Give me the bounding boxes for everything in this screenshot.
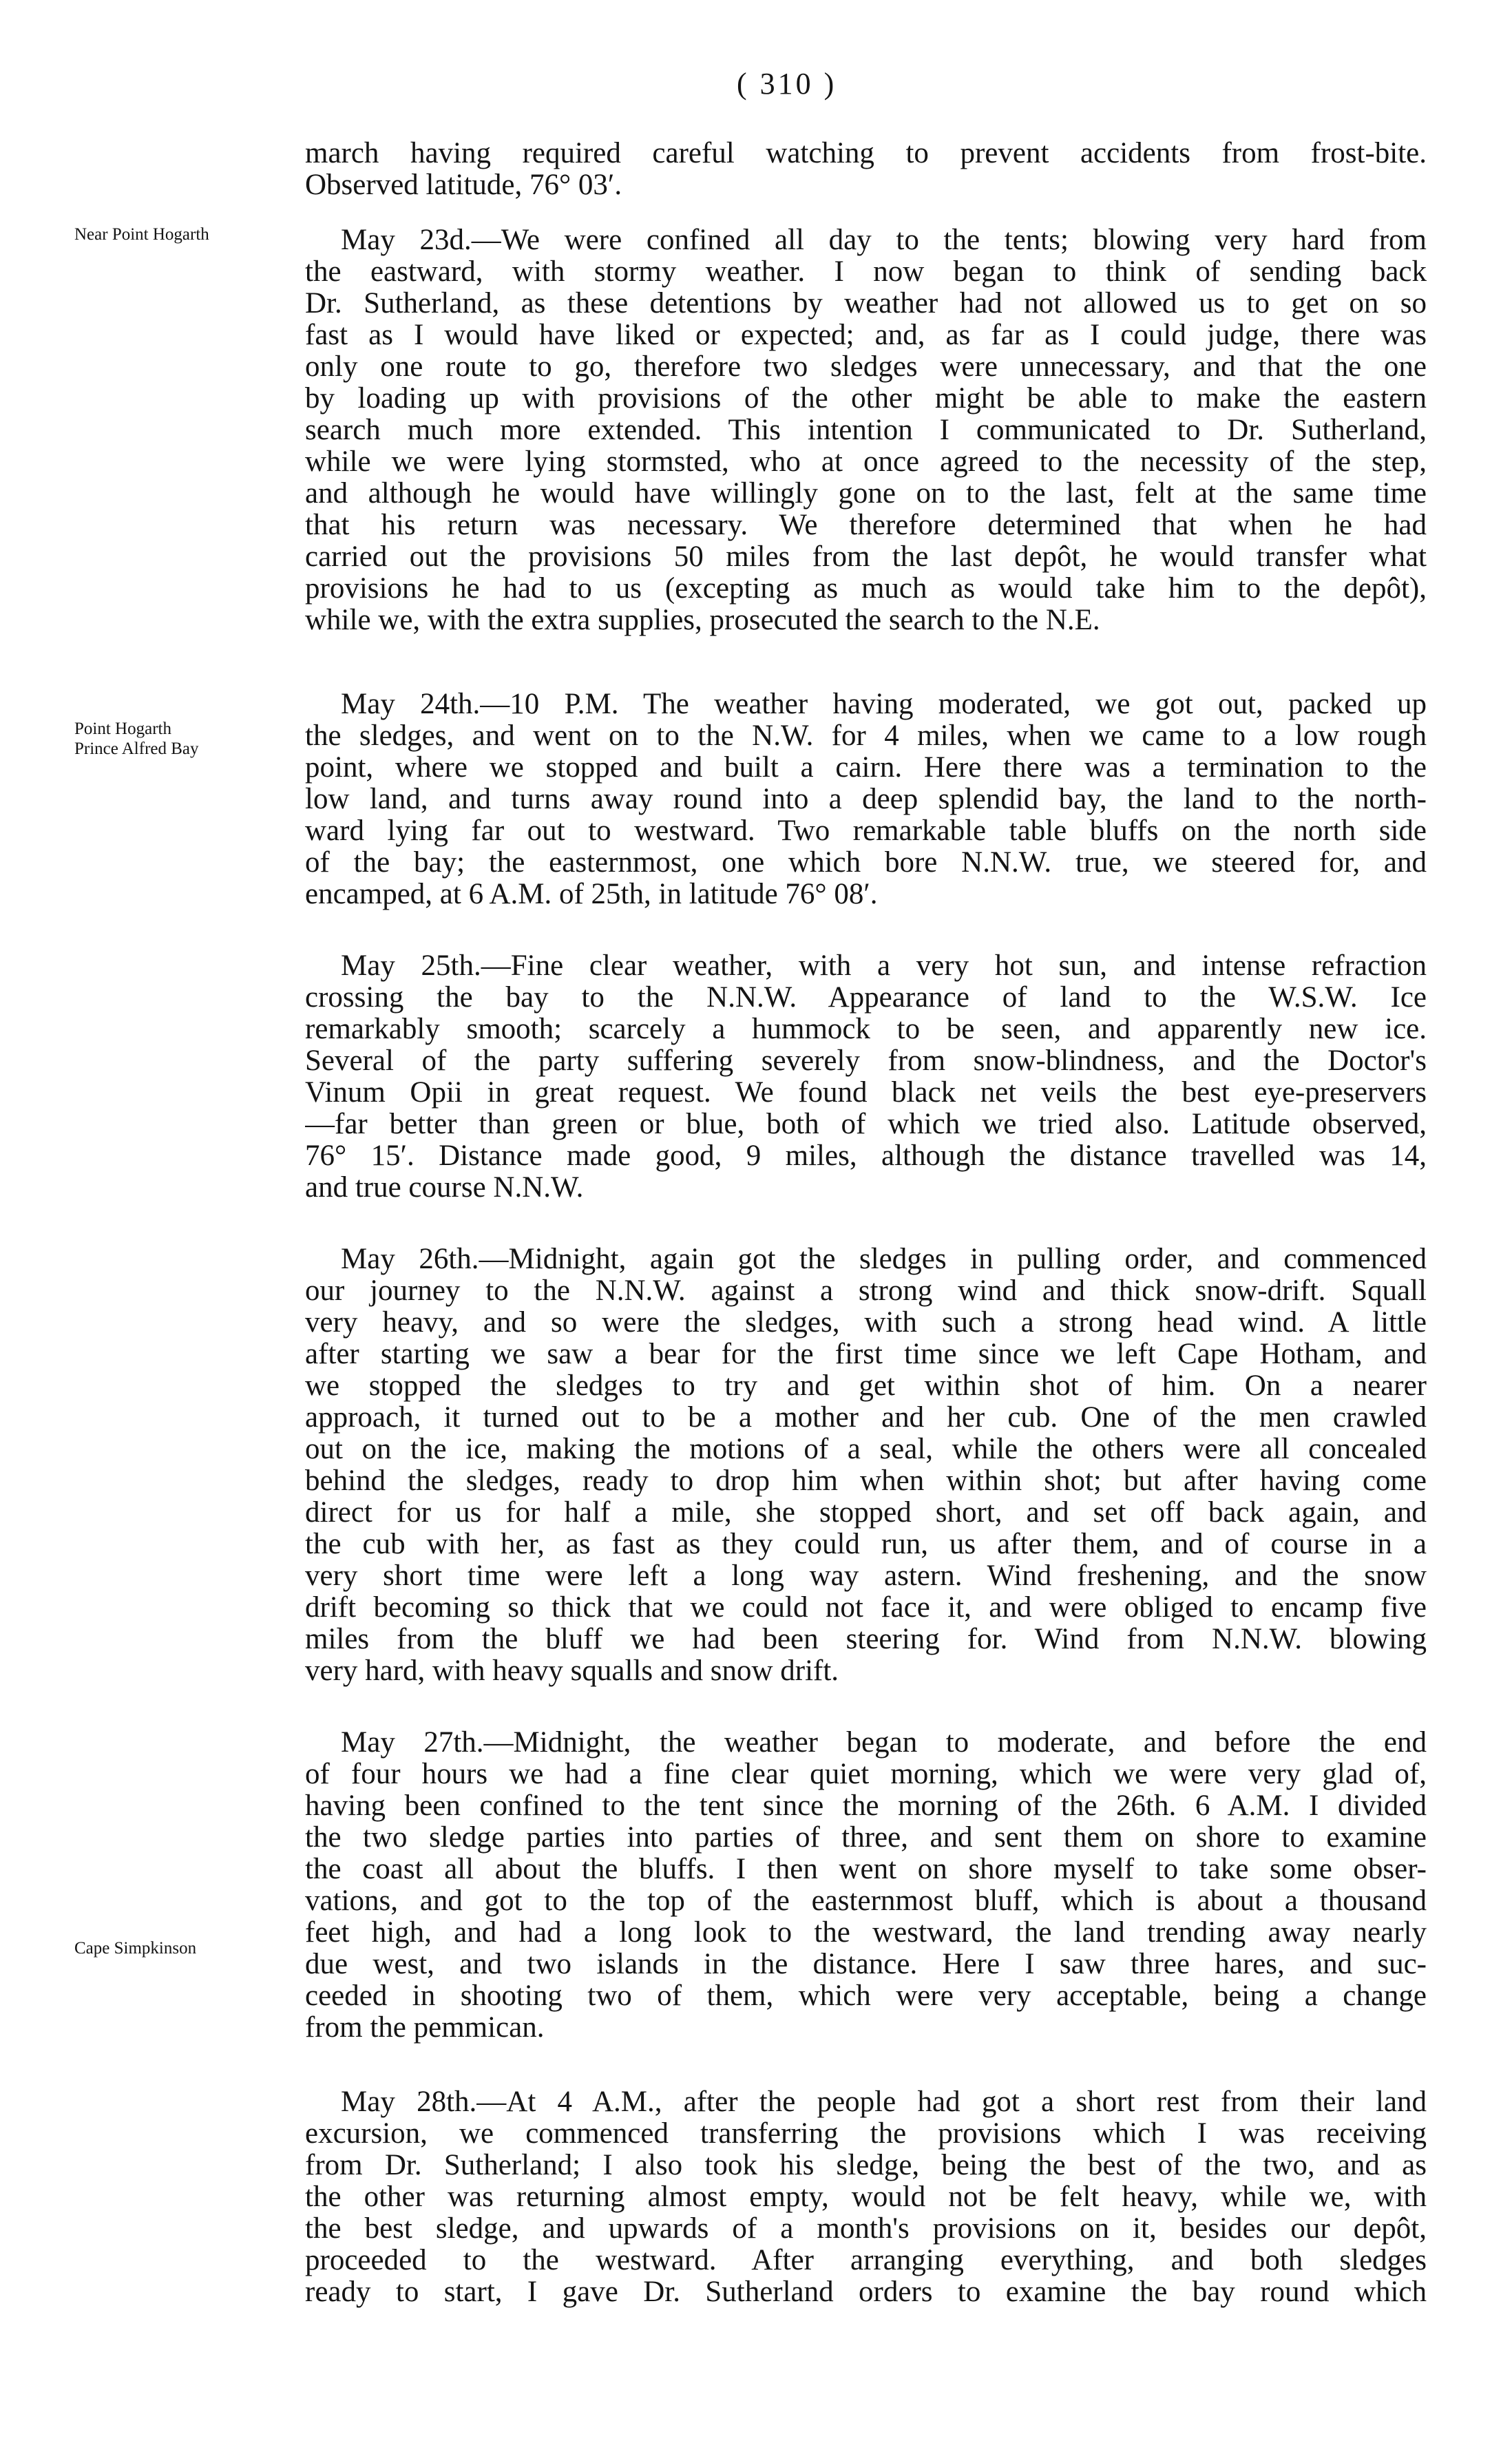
text-line: due west, and two islands in the distance. Here I saw three hares, and suc- (305, 1949, 1427, 1980)
text-line: ceeded in shooting two of them, which were very acceptable, being a change (305, 1980, 1427, 2012)
text-line: —far better than green or blue, both of which we tried also. Latitude observed, (305, 1109, 1427, 1140)
text-line: and although he would have willingly gone on to the last, felt at the same time (305, 478, 1427, 510)
page-number: ( 310 ) (737, 67, 837, 101)
text-line: the cub with her, as fast as they could run, us after them, and of course in a (305, 1529, 1427, 1560)
text-line: after starting we saw a bear for the first time since we left Cape Hotham, and (305, 1339, 1427, 1370)
text-line: remarkably smooth; scarcely a hummock to be seen, and apparently new ice. (305, 1014, 1427, 1045)
text-line: encamped, at 6 A.M. of 25th, in latitude 76° 08′. (305, 879, 878, 910)
text-line: May 25th.—Fine clear weather, with a very hot sun, and intense refraction (341, 950, 1427, 982)
text-line: we stopped the sledges to try and get within shot of him. On a nearer (305, 1370, 1427, 1402)
text-line: feet high, and had a long look to the westward, the land trending away nearly (305, 1917, 1427, 1949)
text-line: only one route to go, therefore two sledges were unnecessary, and that the one (305, 351, 1427, 383)
text-line: from the pemmican. (305, 2012, 545, 2044)
text-line: point, where we stopped and built a cairn. Here there was a termination to the (305, 752, 1427, 784)
text-line: Dr. Sutherland, as these detentions by weather had not allowed us to get on so (305, 288, 1427, 319)
text-line: approach, it turned out to be a mother and her cub. One of the men crawled (305, 1402, 1427, 1434)
text-line: 76° 15′. Distance made good, 9 miles, although the distance travelled was 14, (305, 1140, 1427, 1172)
text-line: very heavy, and so were the sledges, with such a strong head wind. A little (305, 1307, 1427, 1339)
text-line: of four hours we had a fine clear quiet morning, which we were very glad of, (305, 1759, 1427, 1790)
text-line: the eastward, with stormy weather. I now began to think of sending back (305, 256, 1427, 288)
text-line: the coast all about the bluffs. I then went on shore myself to take some obser- (305, 1854, 1427, 1885)
text-line: Vinum Opii in great request. We found black net veils the best eye-preservers (305, 1077, 1427, 1109)
text-line: May 26th.—Midnight, again got the sledges in pulling order, and commenced (341, 1244, 1427, 1275)
text-line: while we, with the extra supplies, prosecuted the search to the N.E. (305, 605, 1100, 636)
text-line: having been confined to the tent since the morning of the 26th. 6 A.M. I divided (305, 1790, 1427, 1822)
text-line: fast as I would have liked or expected; and, as far as I could judge, there was (305, 319, 1427, 351)
text-line: May 24th.—10 P.M. The weather having moderated, we got out, packed up (341, 689, 1427, 720)
text-line: May 28th.—At 4 A.M., after the people had got a short rest from their land (341, 2086, 1427, 2118)
text-line: proceeded to the westward. After arranging everything, and both sledges (305, 2245, 1427, 2276)
text-line: drift becoming so thick that we could not face it, and were obliged to encamp five (305, 1592, 1427, 1624)
text-line: carried out the provisions 50 miles from the last depôt, he would transfer what (305, 541, 1427, 573)
text-line: provisions he had to us (excepting as much as would take him to the depôt), (305, 573, 1427, 605)
text-line: while we were lying stormsted, who at once agreed to the necessity of the step, (305, 446, 1427, 478)
margin-note-cape-simpkinson: Cape Simpkinson (74, 1939, 197, 1958)
text-line: march having required careful watching to prevent accidents from frost-bite. (305, 138, 1427, 169)
text-line: and true course N.N.W. (305, 1172, 584, 1204)
text-line: miles from the bluff we had been steering for. Wind from N.N.W. blowing (305, 1624, 1427, 1655)
text-line: Observed latitude, 76° 03′. (305, 169, 622, 201)
text-line: out on the ice, making the motions of a seal, while the others were all concealed (305, 1434, 1427, 1465)
text-line: low land, and turns away round into a deep splendid bay, the land to the north- (305, 784, 1427, 815)
text-line: the other was returning almost empty, would not be felt heavy, while we, with (305, 2181, 1427, 2213)
text-line: from Dr. Sutherland; I also took his sledge, being the best of the two, and as (305, 2150, 1427, 2181)
text-line: the best sledge, and upwards of a month's provisions on it, besides our depôt, (305, 2213, 1427, 2245)
text-line: very hard, with heavy squalls and snow drift. (305, 1655, 839, 1687)
text-line: behind the sledges, ready to drop him when within shot; but after having come (305, 1465, 1427, 1497)
text-line: search much more extended. This intention I communicated to Dr. Sutherland, (305, 415, 1427, 446)
text-line: that his return was necessary. We therefore determined that when he had (305, 510, 1427, 541)
margin-note-near-point-hogarth: Near Point Hogarth (74, 225, 209, 244)
text-line: the sledges, and went on to the N.W. for 4 miles, when we came to a low rough (305, 720, 1427, 752)
text-line: May 23d.—We were confined all day to the tents; blowing very hard from (341, 224, 1427, 256)
text-line: our journey to the N.N.W. against a strong wind and thick snow-drift. Squall (305, 1275, 1427, 1307)
text-line: the two sledge parties into parties of three, and sent them on shore to examine (305, 1822, 1427, 1854)
text-line: excursion, we commenced transferring the provisions which I was receiving (305, 2118, 1427, 2150)
text-line: very short time were left a long way astern. Wind freshening, and the snow (305, 1560, 1427, 1592)
text-line: May 27th.—Midnight, the weather began to moderate, and before the end (341, 1727, 1427, 1759)
text-line: crossing the bay to the N.N.W. Appearance of land to the W.S.W. Ice (305, 982, 1427, 1014)
text-line: vations, and got to the top of the easternmost bluff, which is about a thousand (305, 1885, 1427, 1917)
text-line: Several of the party suffering severely from snow-blindness, and the Doctor's (305, 1045, 1427, 1077)
text-line: of the bay; the easternmost, one which bore N.N.W. true, we steered for, and (305, 847, 1427, 879)
text-line: direct for us for half a mile, she stopped short, and set off back again, and (305, 1497, 1427, 1529)
text-line: ready to start, I gave Dr. Sutherland orders to examine the bay round which (305, 2276, 1427, 2308)
text-line: by loading up with provisions of the other might be able to make the eastern (305, 383, 1427, 415)
margin-note-point-hogarth: Point Hogarth (74, 720, 171, 738)
text-line: ward lying far out to westward. Two remarkable table bluffs on the north side (305, 815, 1427, 847)
margin-note-prince-alfred-bay: Prince Alfred Bay (74, 740, 199, 758)
